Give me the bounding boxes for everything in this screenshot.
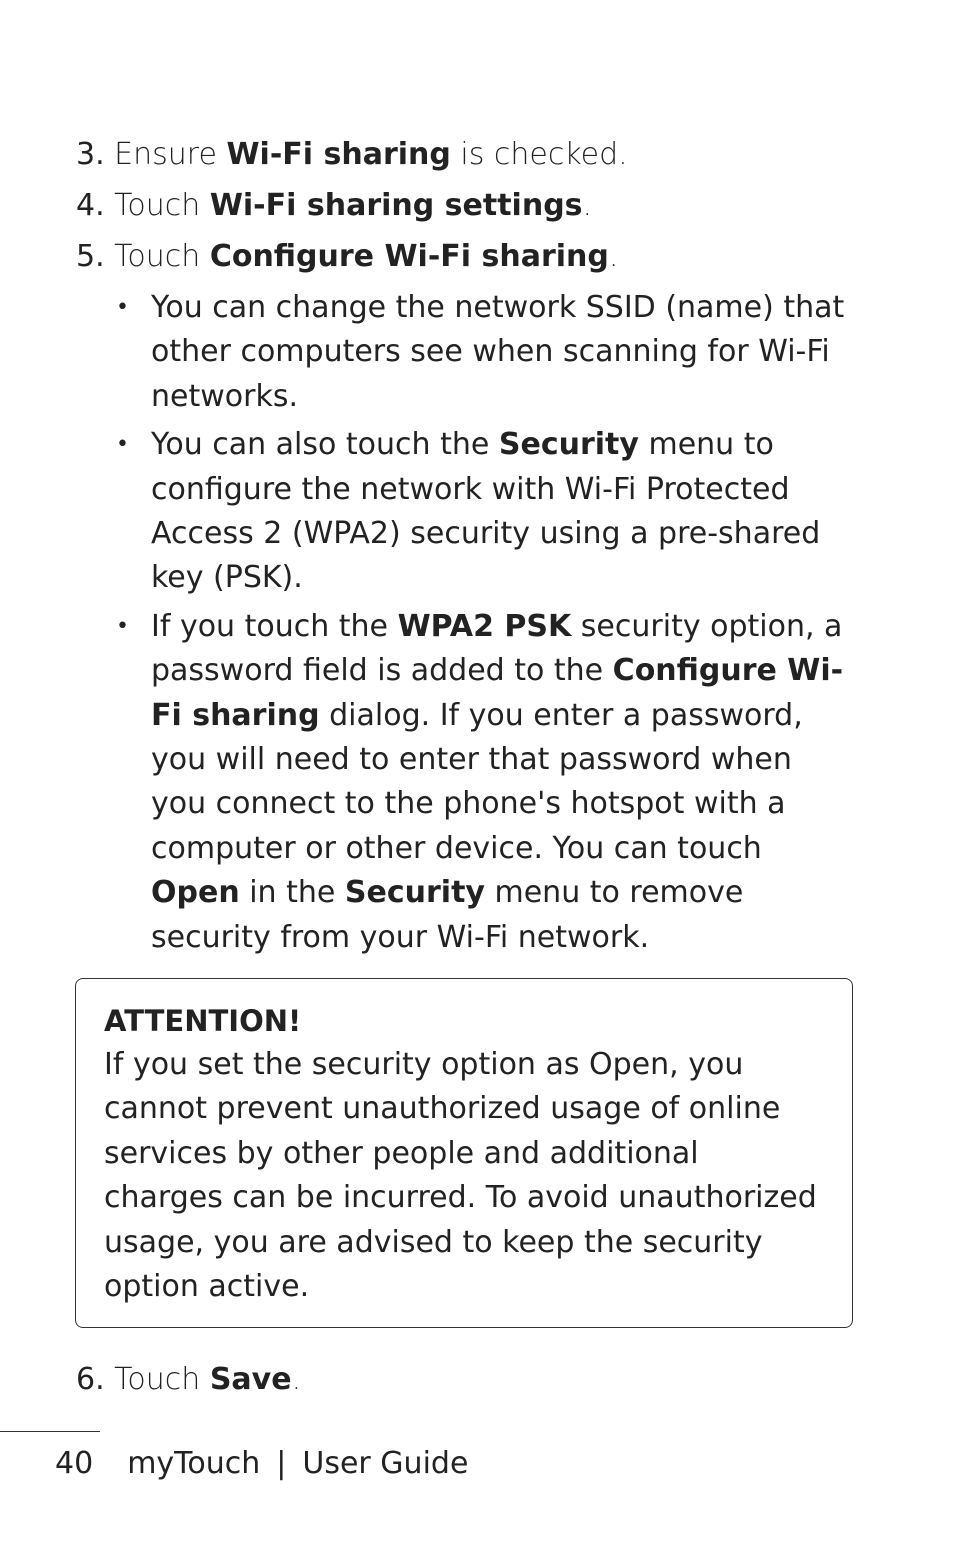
bullet-text: If you touch the xyxy=(151,608,398,644)
bullet-keyword: WPA2 PSK xyxy=(397,608,572,644)
step-5 xyxy=(76,235,618,279)
step-3 xyxy=(76,133,628,177)
footer-divider xyxy=(0,1431,100,1432)
bullet-list xyxy=(116,286,856,964)
footer-separator: | xyxy=(276,1446,287,1481)
bullet-keyword: Security xyxy=(344,875,485,911)
bullet-item-security xyxy=(116,423,856,601)
step-number: 4. xyxy=(76,188,105,223)
bullet-dot-icon: • xyxy=(116,432,129,458)
step-keyword: Wi-Fi sharing settings xyxy=(209,188,583,223)
bullet-item-wpa2 xyxy=(116,605,856,960)
attention-title: ATTENTION! xyxy=(104,1004,302,1038)
bullet-keyword: Security xyxy=(498,427,639,463)
attention-body: If you set the security option as Open, you cannot prevent unauthorized usage of online services by other people and additional charges can be incurred. To avoid unauthorized usage, you are advised to keep the security option active. xyxy=(104,1047,817,1305)
bullet-item-ssid xyxy=(116,286,856,419)
step-keyword: Configure Wi-Fi sharing xyxy=(209,239,609,274)
bullet-text: menu to remove security from your Wi-Fi network. xyxy=(151,875,744,955)
step-number: 3. xyxy=(76,137,105,172)
bullet-keyword: Open xyxy=(151,875,240,911)
footer-guide-title: User Guide xyxy=(302,1446,469,1481)
step-text: Touch xyxy=(114,1362,210,1397)
page-footer xyxy=(55,1442,468,1486)
step-number: 5. xyxy=(76,239,105,274)
bullet-text: security option, a password field is added to the xyxy=(151,608,843,689)
bullet-text: You can also touch the xyxy=(151,427,499,463)
footer-product: myTouch xyxy=(127,1446,261,1481)
bullet-dot-icon: • xyxy=(116,295,129,320)
bullet-keyword: Configure Wi-Fi sharing xyxy=(151,653,844,733)
bullet-text: dialog. If you enter a password, you will need to enter that password when you connect to the phone's hotspot with a computer or other device. You can touch xyxy=(151,697,803,866)
step-text: Touch xyxy=(114,188,210,223)
step-text: Touch xyxy=(114,239,210,274)
page-number: 40 xyxy=(55,1446,94,1481)
step-text: . xyxy=(608,239,619,274)
bullet-text: menu to configure the network with Wi-Fi Protected Access 2 (WPA2) security using a pre-shared key (PSK). xyxy=(151,427,821,596)
step-text: . xyxy=(582,188,593,223)
attention-box xyxy=(75,978,853,1328)
bullet-text: in the xyxy=(239,875,345,911)
step-6 xyxy=(76,1358,301,1402)
step-text: . xyxy=(291,1362,302,1397)
step-text: Ensure xyxy=(114,137,227,172)
bullet-text: You can change the network SSID (name) that other computers see when scanning for Wi-Fi networks. xyxy=(151,290,845,414)
step-4 xyxy=(76,184,592,228)
step-keyword: Wi-Fi sharing xyxy=(226,137,451,172)
step-text: is checked. xyxy=(450,137,628,172)
step-number: 6. xyxy=(76,1362,105,1397)
step-keyword: Save xyxy=(209,1362,292,1397)
bullet-dot-icon: • xyxy=(116,613,129,639)
